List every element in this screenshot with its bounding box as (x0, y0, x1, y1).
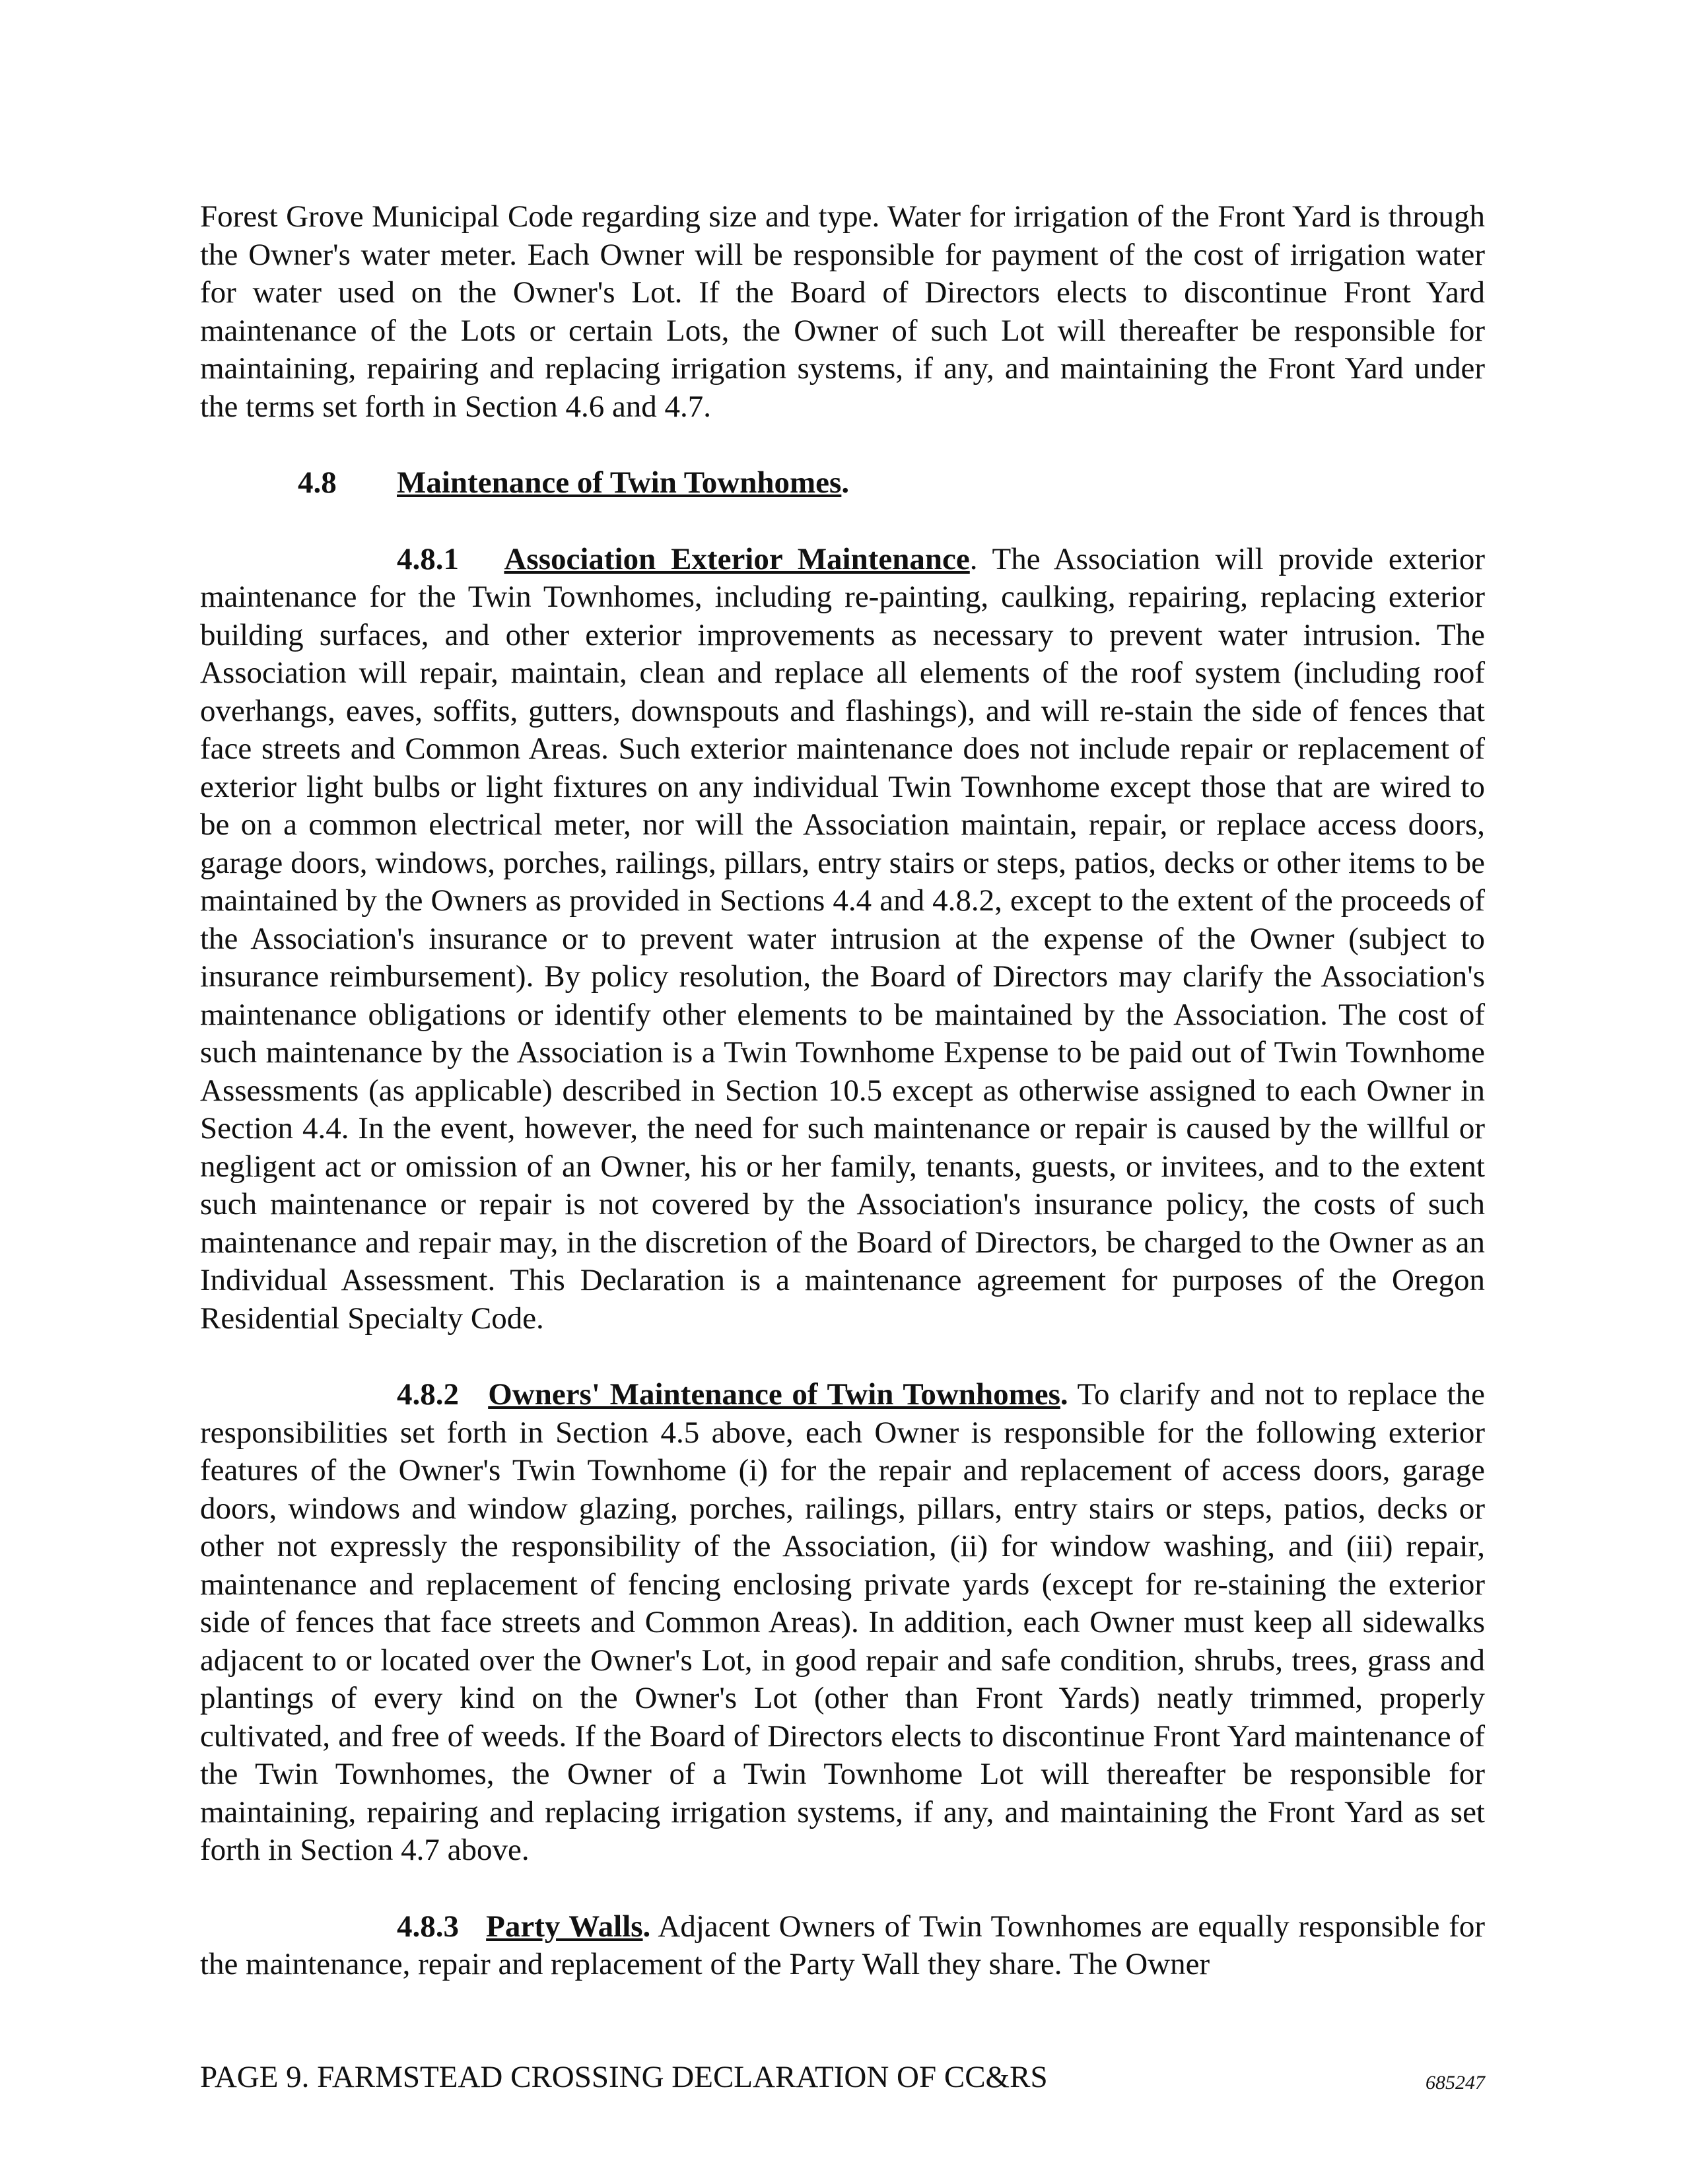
subsection-title: Owners' Maintenance of Twin Townhomes (488, 1377, 1060, 1412)
page-footer (200, 2059, 1485, 2096)
subsection-4-8-3: 4.8.3 Party Walls. Adjacent Owners of Twin Townhomes are equally responsible for the maintenance, repair and replacement of the Party Wall they share. The Owner (200, 1909, 1485, 1981)
subsection-4-8-1: 4.8.1 Association Exterior Maintenance. The Association will provide exterior maintenance for the Twin Townhomes, including re-painting, caulking, repairing, replacing exterior building surfaces, and other exterior improvements as necessary to prevent water intrusion. The Association will repair, maintain, clean and replace all elements of the roof system (including roof overhangs, eaves, soffits, gutters, downspouts and flashings), and will re-stain the side of fences that face streets and Common Areas. Such exterior maintenance does not include repair or replacement of exterior light bulbs or light fixtures on any individual Twin Townhome except those that are wired to be on a common electrical meter, nor will the Association maintain, repair, or replace access doors, garage doors, windows, porches, railings, pillars, entry stairs or steps, patios, decks or other items to be maintained by the Owners as provided in Sections 4.4 and 4.8.2, except to the extent of the proceeds of the Association's insurance or to prevent water intrusion at the expense of the Owner (subject to insurance reimbursement). By policy resolution, the Board of Directors may clarify the Association's maintenance obligations or identify other elements to be maintained by the Association. The cost of such maintenance by the Association is a Twin Townhome Expense to be paid out of Twin Townhome Assessments (as applicable) described in Section 10.5 except as otherwise assigned to each Owner in Section 4.4. In the event, however, the need for such maintenance or repair is caused by the willful or negligent act or omission of an Owner, his or her family, tenants, guests, or invitees, and to the extent such maintenance or repair is not covered by the Association's insurance policy, the costs of such maintenance and repair may, in the discretion of the Board of Directors, be charged to the Owner as an Individual Assessment. This Declaration is a maintenance agreement for purposes of the Oregon Residential Specialty Code. (200, 541, 1486, 1336)
subsection-number: 4.8.1 (397, 541, 459, 576)
document-page (200, 198, 1485, 1984)
subsection-body: To clarify and not to replace the responsibilities set forth in Section 4.5 above, each Owner is responsible for the following exterior features of the Owner's Twin Townhome (i) for the repair and replacement of access doors, garage doors, windows and window glazing, porches, railings, pillars, entry stairs or steps, patios, decks or other not expressly the responsibility of the Association, (ii) for window washing, and (iii) repair, maintenance and replacement of fencing enclosing private yards (except for re-staining the exterior side of fences that face streets and Common Areas). In addition, each Owner must keep all sidewalks adjacent to or located over the Owner's Lot, in good repair and safe condition, shrubs, trees, grass and plantings of every kind on the Owner's Lot (other than Front Yards) neatly trimmed, properly cultivated, and free of weeds. If the Board of Directors elects to discontinue Front Yard maintenance of the Twin Townhomes, the Owner of a Twin Townhome Lot will thereafter be responsible for maintaining, repairing and replacing irrigation systems, if any, and maintaining the Front Yard as set forth in Section 4.7 above. (200, 1377, 1486, 1867)
footer-page-label: PAGE 9. FARMSTEAD CROSSING DECLARATION OF CC&RS (200, 2060, 1048, 2094)
subsection-body: Adjacent Owners of Twin Townhomes are equally responsible for the maintenance, repair and replacement of the Party Wall they share. The Owner (200, 1909, 1485, 1981)
subsection-title: Party Walls (486, 1909, 643, 1944)
subsection-number: 4.8.3 (397, 1909, 459, 1944)
section-title: Maintenance of Twin Townhomes (397, 465, 842, 500)
subsection-title: Association Exterior Maintenance (504, 541, 970, 576)
subsection-number: 4.8.2 (397, 1377, 459, 1412)
paragraph-front-yard-irrigation: Forest Grove Municipal Code regarding size and type. Water for irrigation of the Front Yard is through the Owner's water meter. Each Owner will be responsible for payment of the cost of irrigation water for water used on the Owner's Lot. If the Board of Directors elects to discontinue Front Yard maintenance of the Lots or certain Lots, the Owner of such Lot will thereafter be responsible for maintaining, repairing and replacing irrigation systems, if any, and maintaining the Front Yard under the terms set forth in Section 4.6 and 4.7. (200, 199, 1485, 424)
section-heading-4-8: 4.8 Maintenance of Twin Townhomes. (200, 464, 1485, 502)
subsection-4-8-2: 4.8.2 Owners' Maintenance of Twin Townhomes. To clarify and not to replace the responsibilities set forth in Section 4.5 above, each Owner is responsible for the following exterior features of the Owner's Twin Townhome (i) for the repair and replacement of access doors, garage doors, windows and window glazing, porches, railings, pillars, entry stairs or steps, patios, decks or other not expressly the responsibility of the Association, (ii) for window washing, and (iii) repair, maintenance and replacement of fencing enclosing private yards (except for re-staining the exterior side of fences that face streets and Common Areas). In addition, each Owner must keep all sidewalks adjacent to or located over the Owner's Lot, in good repair and safe condition, shrubs, trees, grass and plantings of every kind on the Owner's Lot (other than Front Yards) neatly trimmed, properly cultivated, and free of weeds. If the Board of Directors elects to discontinue Front Yard maintenance of the Twin Townhomes, the Owner of a Twin Townhome Lot will thereafter be responsible for maintaining, repairing and replacing irrigation systems, if any, and maintaining the Front Yard as set forth in Section 4.7 above. (200, 1377, 1486, 1867)
footer-document-code: 685247 (1426, 2072, 1485, 2094)
subsection-body: The Association will provide exterior maintenance for the Twin Townhomes, including re-painting, caulking, repairing, replacing exterior building surfaces, and other exterior improvements as necessary to prevent water intrusion. The Association will repair, maintain, clean and replace all elements of the roof system (including roof overhangs, eaves, soffits, gutters, downspouts and flashings), and will re-stain the side of fences that face streets and Common Areas. Such exterior maintenance does not include repair or replacement of exterior light bulbs or light fixtures on any individual Twin Townhome except those that are wired to be on a common electrical meter, nor will the Association maintain, repair, or replace access doors, garage doors, windows, porches, railings, pillars, entry stairs or steps, patios, decks or other items to be maintained by the Owners as provided in Sections 4.4 and 4.8.2, except to the extent of the proceeds of the Association's insurance or to prevent water intrusion at the expense of the Owner (subject to insurance reimbursement). By policy resolution, the Board of Directors may clarify the Association's maintenance obligations or identify other elements to be maintained by the Association. The cost of such maintenance by the Association is a Twin Townhome Expense to be paid out of Twin Townhome Assessments (as applicable) described in Section 10.5 except as otherwise assigned to each Owner in Section 4.4. In the event, however, the need for such maintenance or repair is caused by the willful or negligent act or omission of an Owner, his or her family, tenants, guests, or invitees, and to the extent such maintenance or repair is not covered by the Association's insurance policy, the costs of such maintenance and repair may, in the discretion of the Board of Directors, be charged to the Owner as an Individual Assessment. This Declaration is a maintenance agreement for purposes of the Oregon Residential Specialty Code. (200, 541, 1486, 1336)
section-number: 4.8 (298, 465, 337, 500)
